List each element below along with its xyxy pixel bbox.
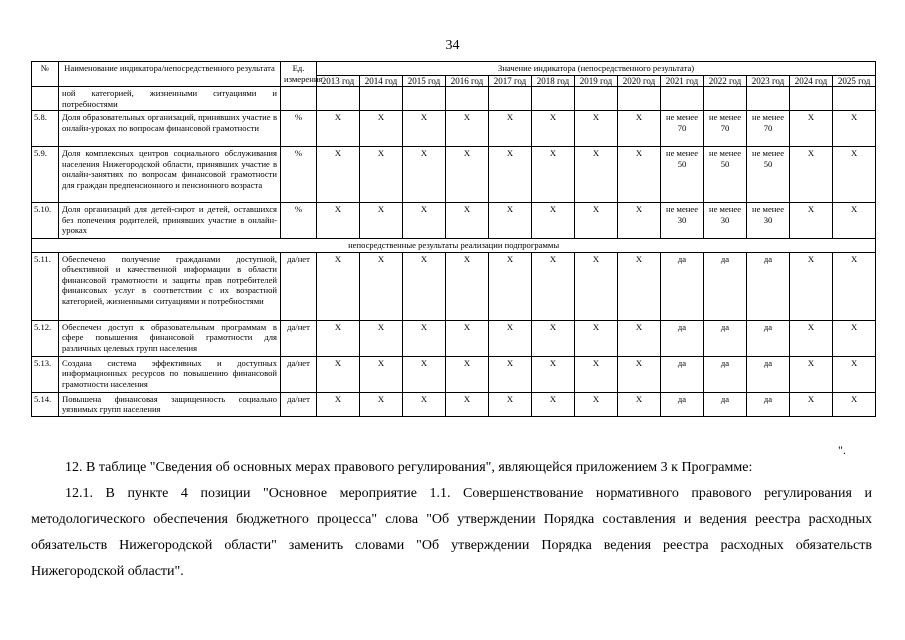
value-cell: X (403, 320, 446, 356)
value-cell: X (317, 320, 360, 356)
value-cell: да (661, 252, 704, 320)
value-cell: X (532, 356, 575, 392)
value-cell: X (618, 320, 661, 356)
value-cell: X (532, 320, 575, 356)
indicator-name: Доля образовательных организаций, принявших участие в онлайн-уроках по вопросам финансовой грамотности (59, 111, 281, 147)
unit-cell: % (281, 203, 317, 239)
value-cell: X (575, 203, 618, 239)
section-row (32, 239, 876, 253)
table-row (32, 147, 876, 203)
value-cell: да (661, 320, 704, 356)
row-number: 5.12. (32, 320, 59, 356)
value-cell: X (403, 252, 446, 320)
value-cell: X (833, 111, 876, 147)
value-cell: да (661, 356, 704, 392)
value-cell: X (532, 147, 575, 203)
indicator-table (31, 61, 876, 417)
header-name: Наименование индикатора/непосредственного результата (59, 62, 281, 87)
value-cell: X (489, 147, 532, 203)
page-number: 34 (445, 38, 460, 53)
indicator-name: Обеспечено получение гражданами доступной, объективной и качественной информации в области финансовой грамотности и защиты прав потребителей финансовых услуг в соответствии с их возрастной категорией, жизненными ситуациями и потребностями (59, 252, 281, 320)
unit-cell: да/нет (281, 320, 317, 356)
value-cell: X (618, 203, 661, 239)
year-header: 2017 год (489, 75, 532, 87)
value-cell: X (618, 356, 661, 392)
value-cell: X (833, 203, 876, 239)
year-header: 2021 год (661, 75, 704, 87)
value-cell: да (747, 392, 790, 416)
value-cell: X (403, 392, 446, 416)
year-header: 2014 год (360, 75, 403, 87)
value-cell: да (747, 320, 790, 356)
value-cell: да (747, 252, 790, 320)
value-cell: да (661, 392, 704, 416)
value-cell: X (403, 111, 446, 147)
year-header: 2013 год (317, 75, 360, 87)
value-cell: X (618, 147, 661, 203)
value-cell: X (317, 392, 360, 416)
indicator-name: Доля организаций для детей-сирот и детей, оставшихся без попечения родителей, принявших участие в онлайн-уроках (59, 203, 281, 239)
value-cell: X (489, 203, 532, 239)
table-row (32, 111, 876, 147)
value-cell: X (833, 252, 876, 320)
value-cell: X (532, 392, 575, 416)
value-cell: X (489, 252, 532, 320)
row-number: 5.11. (32, 252, 59, 320)
value-cell: X (532, 203, 575, 239)
table-row (32, 203, 876, 239)
value-cell: X (790, 320, 833, 356)
table-header (32, 62, 876, 87)
value-cell: не менее 70 (704, 111, 747, 147)
indicator-name: Обеспечен доступ к образовательным программам в сфере повышения финансовой грамотности для различных целевых групп населения (59, 320, 281, 356)
year-header: 2023 год (747, 75, 790, 87)
value-cell: X (790, 111, 833, 147)
value-cell: X (790, 392, 833, 416)
value-cell: не менее 30 (704, 203, 747, 239)
row-number: 5.9. (32, 147, 59, 203)
value-cell: X (317, 111, 360, 147)
value-cell: не менее 50 (747, 147, 790, 203)
unit-cell: да/нет (281, 252, 317, 320)
value-cell: X (489, 111, 532, 147)
value-cell: да (704, 252, 747, 320)
value-cell: X (360, 203, 403, 239)
header-value-group: Значение индикатора (непосредственного результата) (317, 62, 876, 76)
value-cell: X (317, 203, 360, 239)
unit-cell: % (281, 147, 317, 203)
row-number: 5.14. (32, 392, 59, 416)
unit-cell: да/нет (281, 392, 317, 416)
value-cell: X (833, 392, 876, 416)
value-cell: X (489, 320, 532, 356)
value-cell: X (317, 147, 360, 203)
value-cell: X (790, 203, 833, 239)
value-cell: X (403, 356, 446, 392)
value-cell: не менее 30 (747, 203, 790, 239)
value-cell: не менее 50 (661, 147, 704, 203)
value-cell: да (704, 356, 747, 392)
year-header: 2016 год (446, 75, 489, 87)
continuation-row (32, 87, 876, 111)
header-unit: Ед. измерения (281, 62, 317, 87)
indicator-name: Доля комплексных центров социального обслуживания населения Нижегородской области, принявших участие в онлайн-занятиях по вопросам финансовой грамотности для граждан предпенсионного и пенсионного возраста (59, 147, 281, 203)
value-cell: X (360, 111, 403, 147)
value-cell: X (575, 147, 618, 203)
value-cell: X (360, 147, 403, 203)
table-body (32, 87, 876, 417)
continuation-text: ной категорией, жизненными ситуациями и потребностями (59, 87, 281, 111)
value-cell: X (790, 356, 833, 392)
unit-cell: да/нет (281, 356, 317, 392)
value-cell: не менее 70 (747, 111, 790, 147)
value-cell: X (790, 252, 833, 320)
year-header: 2015 год (403, 75, 446, 87)
value-cell: X (317, 356, 360, 392)
value-cell: X (360, 356, 403, 392)
value-cell: не менее 30 (661, 203, 704, 239)
value-cell: X (532, 111, 575, 147)
value-cell: X (403, 147, 446, 203)
year-header: 2020 год (618, 75, 661, 87)
year-header: 2018 год (532, 75, 575, 87)
year-header: 2025 год (833, 75, 876, 87)
value-cell: X (833, 356, 876, 392)
value-cell: X (790, 147, 833, 203)
value-cell: X (618, 252, 661, 320)
closing-quote: ". (838, 443, 846, 457)
value-cell: X (618, 392, 661, 416)
value-cell: X (575, 356, 618, 392)
value-cell: X (446, 320, 489, 356)
value-cell: X (446, 111, 489, 147)
indicator-name: Повышена финансовая защищенность социально уязвимых групп населения (59, 392, 281, 416)
value-cell: X (446, 252, 489, 320)
value-cell: X (833, 320, 876, 356)
value-cell: X (575, 252, 618, 320)
row-number: 5.8. (32, 111, 59, 147)
table-row (32, 320, 876, 356)
header-num: № (32, 62, 59, 87)
value-cell: X (446, 356, 489, 392)
value-cell: X (360, 252, 403, 320)
year-header: 2024 год (790, 75, 833, 87)
value-cell: да (704, 392, 747, 416)
continuation-num (32, 87, 59, 111)
unit-cell: % (281, 111, 317, 147)
value-cell: X (446, 147, 489, 203)
value-cell: да (704, 320, 747, 356)
row-number: 5.13. (32, 356, 59, 392)
value-cell: X (403, 203, 446, 239)
value-cell: X (575, 392, 618, 416)
value-cell: X (833, 147, 876, 203)
value-cell: не менее 70 (661, 111, 704, 147)
value-cell: X (446, 392, 489, 416)
value-cell: X (360, 392, 403, 416)
row-number: 5.10. (32, 203, 59, 239)
paragraph-12-1: 12.1. В пункте 4 позиции "Основное мероприятие 1.1. Совершенствование нормативного правового регулирования и методологического обеспечения бюджетного процесса" слова "Об утверждении Порядка составления и ведения реестра расходных обязательств Нижегородской области" заменить словами "Об утверждении Порядка ведения реестра расходных обязательств Нижегородской области". (31, 486, 872, 579)
value-cell: X (360, 320, 403, 356)
indicator-name: Создана система эффективных и доступных информационных ресурсов по повышению финансовой грамотности населения (59, 356, 281, 392)
table-row (32, 252, 876, 320)
value-cell: да (747, 356, 790, 392)
value-cell: X (575, 111, 618, 147)
value-cell: X (489, 392, 532, 416)
table-row (32, 392, 876, 416)
value-cell: X (489, 356, 532, 392)
section-title: непосредственные результаты реализации подпрограммы (32, 239, 876, 253)
year-header: 2019 год (575, 75, 618, 87)
year-header: 2022 год (704, 75, 747, 87)
value-cell: X (317, 252, 360, 320)
value-cell: не менее 50 (704, 147, 747, 203)
value-cell: X (618, 111, 661, 147)
value-cell: X (575, 320, 618, 356)
value-cell: X (446, 203, 489, 239)
paragraph-12: 12. В таблице "Сведения об основных мерах правового регулирования", являющейся приложением 3 к Программе: (65, 460, 753, 475)
table-row (32, 356, 876, 392)
value-cell: X (532, 252, 575, 320)
